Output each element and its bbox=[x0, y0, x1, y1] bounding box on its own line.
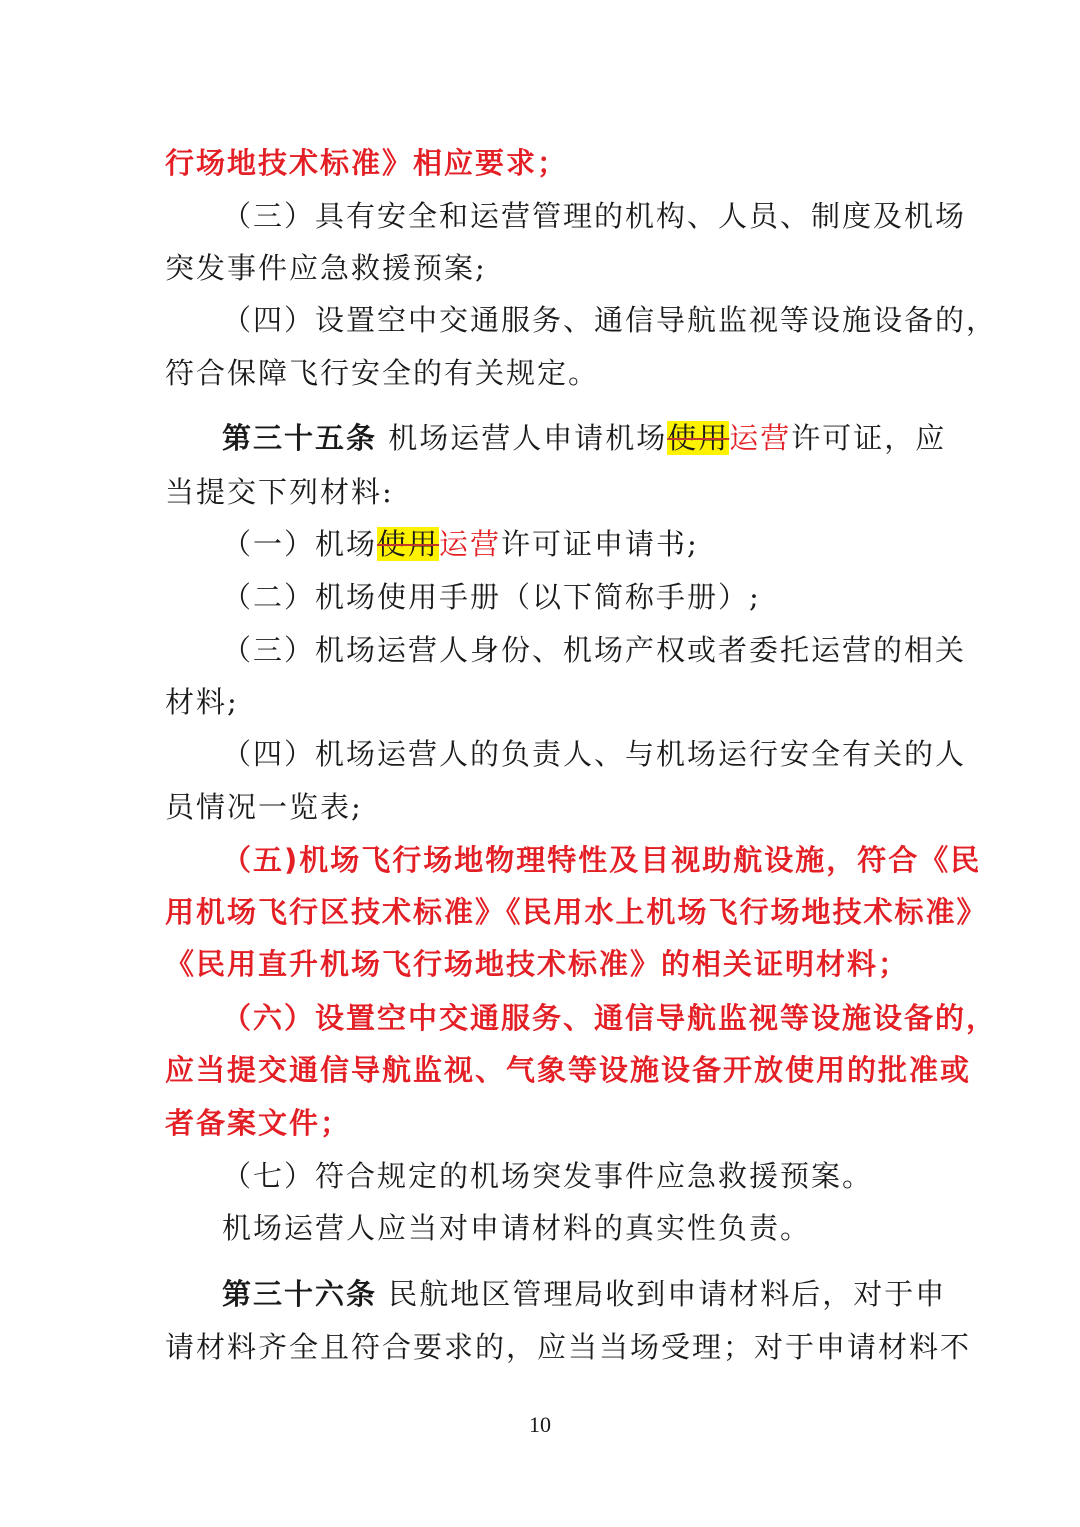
text-line: 员情况一览表; bbox=[165, 790, 363, 824]
text-span: 民航地区管理局收到申请材料后，对于申 bbox=[377, 1277, 947, 1311]
deleted-text-highlight: 使用 bbox=[667, 421, 730, 455]
text-line: 者备案文件； bbox=[165, 1106, 352, 1140]
text-line: 《民用直升机场飞行场地技术标准》的相关证明材料； bbox=[165, 947, 910, 981]
page-number: 10 bbox=[529, 1412, 551, 1437]
text-line: 用机场飞行区技术标准》《民用水上机场飞行场地技术标准》 bbox=[165, 895, 988, 929]
text-line: （三）机场运营人身份、机场产权或者委托运营的相关 bbox=[222, 633, 967, 667]
text-line: 突发事件应急救援预案; bbox=[165, 251, 487, 285]
text-line: 请材料齐全且符合要求的，应当当场受理；对于申请材料不 bbox=[165, 1330, 972, 1364]
article-35-line bbox=[222, 412, 947, 464]
text-line: 机场运营人应当对申请材料的真实性负责。 bbox=[222, 1211, 812, 1245]
article-heading: 第三十六条 bbox=[222, 1277, 378, 1311]
text-line: 行场地技术标准》相应要求； bbox=[165, 146, 569, 180]
inserted-text: 运营 bbox=[439, 527, 502, 561]
article-heading: 第三十五条 bbox=[222, 421, 378, 455]
text-span: 许可证，应 bbox=[791, 421, 947, 455]
text-line: 材料; bbox=[165, 685, 239, 719]
text-line: 当提交下列材料: bbox=[165, 475, 394, 509]
text-span: 许可证申请书; bbox=[501, 527, 699, 561]
text-span: （一）机场 bbox=[222, 527, 378, 561]
text-line: 应当提交通信导航监视、气象等设施设备开放使用的批准或 bbox=[165, 1053, 972, 1087]
text-line: （四）机场运营人的负责人、与机场运行安全有关的人 bbox=[222, 737, 967, 771]
text-line: 符合保障飞行安全的有关规定。 bbox=[165, 356, 600, 390]
text-line: （二）机场使用手册（以下简称手册）; bbox=[222, 580, 761, 614]
deleted-text-highlight: 使用 bbox=[377, 527, 440, 561]
text-line: （六）设置空中交通服务、通信导航监视等设施设备的， bbox=[222, 1001, 998, 1035]
item-1-line bbox=[222, 518, 915, 570]
text-line: （五)机场飞行场地物理特性及目视助航设施，符合《民 bbox=[222, 843, 982, 877]
inserted-text: 运营 bbox=[729, 421, 792, 455]
text-line: （七）符合规定的机场突发事件应急救援预案。 bbox=[222, 1159, 874, 1193]
text-line: （三）具有安全和运营管理的机构、人员、制度及机场 bbox=[222, 199, 967, 233]
text-span: 机场运营人申请机场 bbox=[377, 421, 668, 455]
text-line: （四）设置空中交通服务、通信导航监视等设施设备的， bbox=[222, 303, 998, 337]
article-36-line bbox=[222, 1268, 947, 1320]
